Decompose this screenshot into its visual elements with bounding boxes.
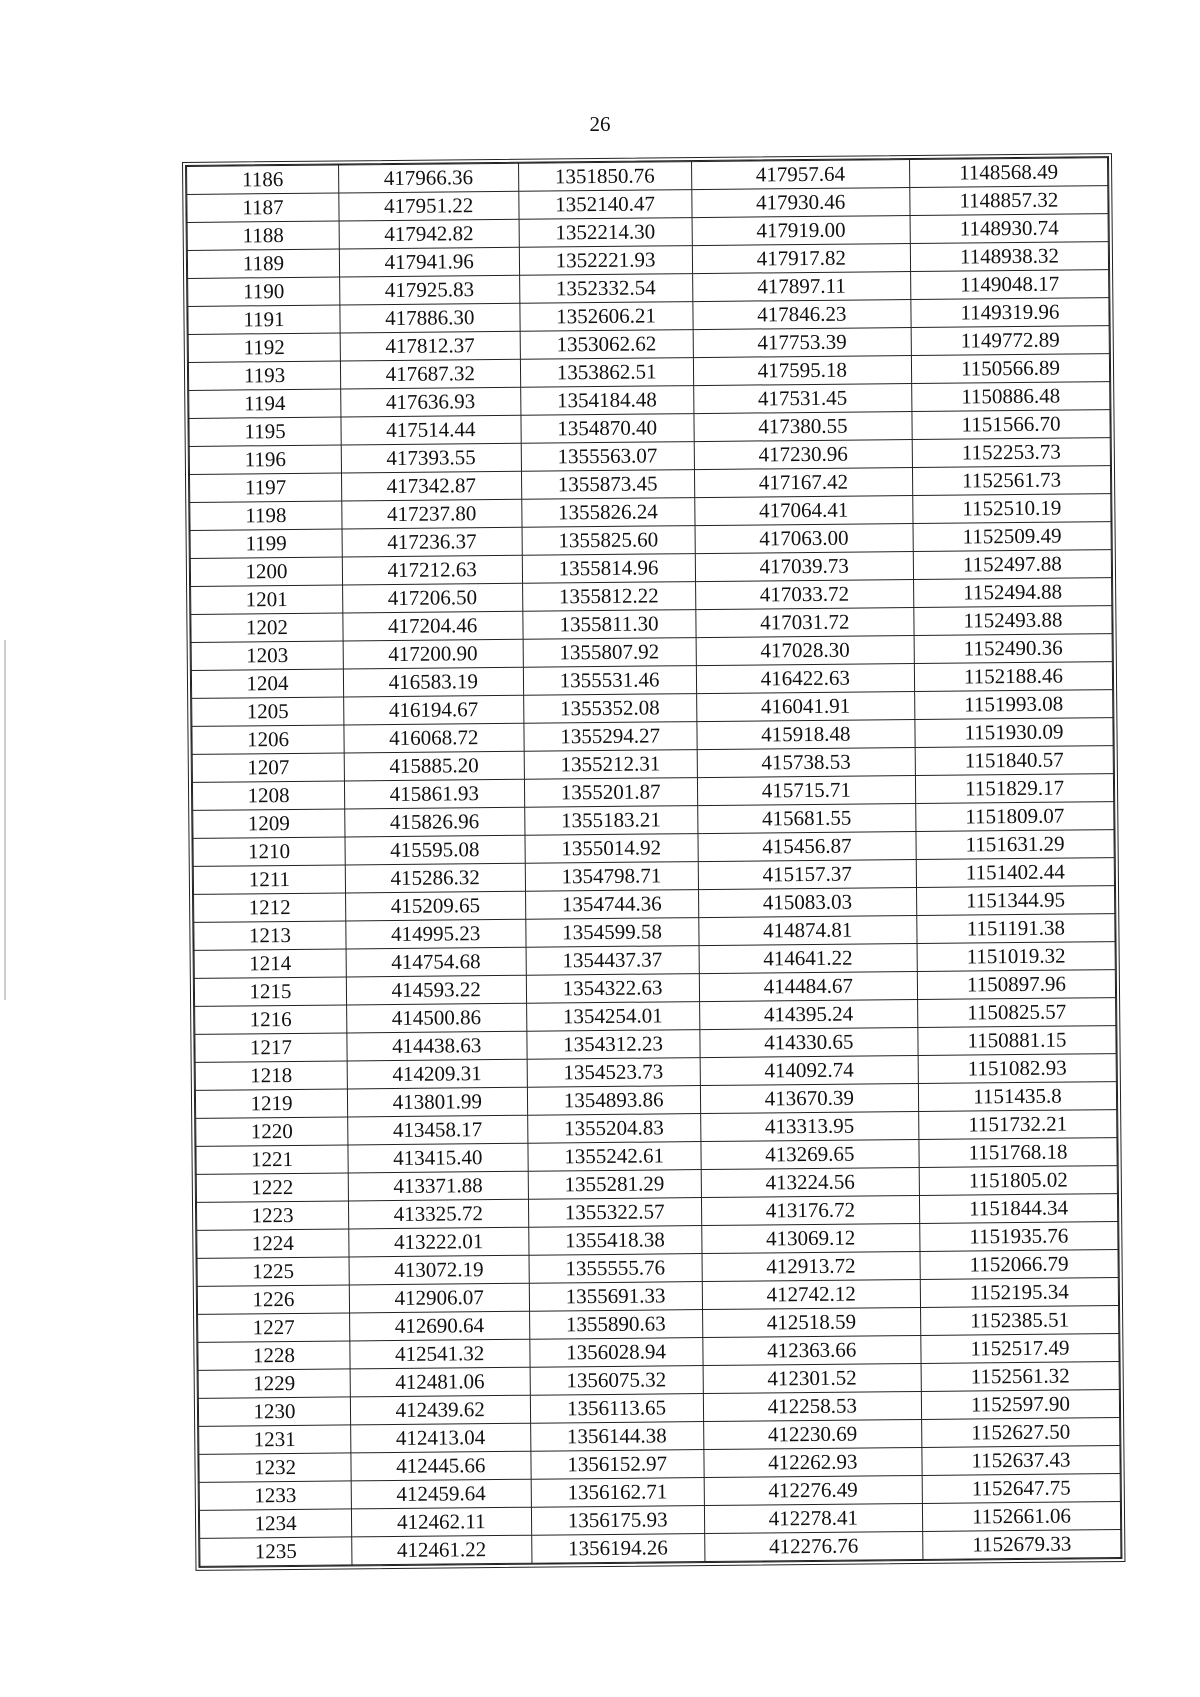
point-number-cell: 1225 <box>197 1257 349 1286</box>
x2-coordinate-cell: 414874.81 <box>698 915 917 945</box>
point-number-cell: 1224 <box>197 1229 349 1258</box>
y-coordinate-cell: 1356144.38 <box>530 1422 703 1452</box>
point-number-cell: 1195 <box>189 417 341 446</box>
y-coordinate-cell: 1355322.57 <box>528 1198 701 1228</box>
x-coordinate-cell: 417342.87 <box>341 471 521 501</box>
y-coordinate-cell: 1355204.83 <box>527 1114 700 1144</box>
y2-coordinate-cell: 1151768.18 <box>919 1138 1117 1168</box>
y-coordinate-cell: 1355418.38 <box>528 1226 701 1256</box>
y2-coordinate-cell: 1149319.96 <box>911 298 1109 328</box>
coordinate-table-body <box>187 158 1121 1567</box>
x-coordinate-cell: 417886.30 <box>340 303 520 333</box>
y2-coordinate-cell: 1152637.43 <box>922 1446 1120 1476</box>
x-coordinate-cell: 417236.37 <box>342 527 522 557</box>
point-number-cell: 1210 <box>193 837 345 866</box>
x-coordinate-cell: 413072.19 <box>349 1255 529 1285</box>
x-coordinate-cell: 414438.63 <box>347 1031 527 1061</box>
y2-coordinate-cell: 1152066.79 <box>920 1250 1118 1280</box>
x-coordinate-cell: 414209.31 <box>347 1059 527 1089</box>
x2-coordinate-cell: 416422.63 <box>696 663 915 693</box>
y2-coordinate-cell: 1151840.57 <box>915 746 1113 776</box>
x2-coordinate-cell: 417033.72 <box>695 579 914 609</box>
x2-coordinate-cell: 415157.37 <box>698 859 917 889</box>
x2-coordinate-cell: 415918.48 <box>697 719 916 749</box>
x-coordinate-cell: 415861.93 <box>344 779 524 809</box>
y-coordinate-cell: 1354254.01 <box>526 1002 699 1032</box>
x-coordinate-cell: 416583.19 <box>343 667 523 697</box>
x-coordinate-cell: 412445.66 <box>351 1451 531 1481</box>
scan-margin-artifact <box>4 640 6 1000</box>
y2-coordinate-cell: 1151993.08 <box>915 690 1113 720</box>
x-coordinate-cell: 417636.93 <box>341 387 521 417</box>
y2-coordinate-cell: 1152494.88 <box>913 578 1111 608</box>
x2-coordinate-cell: 417919.00 <box>692 216 911 246</box>
x-coordinate-cell: 412459.64 <box>351 1479 531 1509</box>
x2-coordinate-cell: 417897.11 <box>692 272 911 302</box>
point-number-cell: 1223 <box>196 1201 348 1230</box>
y2-coordinate-cell: 1152253.73 <box>912 438 1110 468</box>
x-coordinate-cell: 415826.96 <box>345 807 525 837</box>
y2-coordinate-cell: 1150566.89 <box>911 354 1109 384</box>
x2-coordinate-cell: 417846.23 <box>693 300 912 330</box>
point-number-cell: 1230 <box>198 1397 350 1426</box>
y-coordinate-cell: 1355890.63 <box>529 1310 702 1340</box>
y2-coordinate-cell: 1151930.09 <box>915 718 1113 748</box>
point-number-cell: 1216 <box>195 1005 347 1034</box>
y-coordinate-cell: 1356162.71 <box>531 1478 704 1508</box>
x-coordinate-cell: 413415.40 <box>348 1143 528 1173</box>
x2-coordinate-cell: 417930.46 <box>691 188 910 218</box>
point-number-cell: 1233 <box>199 1481 351 1510</box>
coordinate-table <box>186 157 1121 1567</box>
y2-coordinate-cell: 1151344.95 <box>916 886 1114 916</box>
point-number-cell: 1207 <box>192 753 344 782</box>
y2-coordinate-cell: 1151082.93 <box>918 1054 1116 1084</box>
point-number-cell: 1189 <box>187 249 339 278</box>
y-coordinate-cell: 1356075.32 <box>530 1366 703 1396</box>
y-coordinate-cell: 1355183.21 <box>524 806 697 836</box>
point-number-cell: 1187 <box>187 193 339 222</box>
y-coordinate-cell: 1355691.33 <box>529 1282 702 1312</box>
point-number-cell: 1200 <box>190 557 342 586</box>
x2-coordinate-cell: 412913.72 <box>702 1251 921 1281</box>
x-coordinate-cell: 414500.86 <box>347 1003 527 1033</box>
point-number-cell: 1199 <box>190 529 342 558</box>
y2-coordinate-cell: 1152385.51 <box>920 1306 1118 1336</box>
point-number-cell: 1229 <box>198 1369 350 1398</box>
x-coordinate-cell: 417966.36 <box>338 163 518 193</box>
x-coordinate-cell: 417925.83 <box>340 275 520 305</box>
x2-coordinate-cell: 416041.91 <box>696 691 915 721</box>
x-coordinate-cell: 415209.65 <box>345 891 525 921</box>
x-coordinate-cell: 413801.99 <box>347 1087 527 1117</box>
x2-coordinate-cell: 417531.45 <box>693 384 912 414</box>
point-number-cell: 1198 <box>190 501 342 530</box>
x2-coordinate-cell: 412230.69 <box>703 1419 922 1449</box>
y-coordinate-cell: 1355555.76 <box>529 1254 702 1284</box>
y-coordinate-cell: 1355807.92 <box>523 638 696 668</box>
y-coordinate-cell: 1355825.60 <box>522 526 695 556</box>
x2-coordinate-cell: 412301.52 <box>703 1363 922 1393</box>
x-coordinate-cell: 412461.22 <box>352 1535 532 1565</box>
x-coordinate-cell: 412481.06 <box>350 1367 530 1397</box>
y2-coordinate-cell: 1152493.88 <box>914 606 1112 636</box>
x2-coordinate-cell: 417595.18 <box>693 356 912 386</box>
point-number-cell: 1197 <box>189 473 341 502</box>
y-coordinate-cell: 1355563.07 <box>521 442 694 472</box>
x-coordinate-cell: 414593.22 <box>346 975 526 1005</box>
x2-coordinate-cell: 412518.59 <box>702 1307 921 1337</box>
x2-coordinate-cell: 417917.82 <box>692 244 911 274</box>
y-coordinate-cell: 1356028.94 <box>529 1338 702 1368</box>
y-coordinate-cell: 1355352.08 <box>523 694 696 724</box>
y2-coordinate-cell: 1151402.44 <box>916 858 1114 888</box>
point-number-cell: 1212 <box>194 893 346 922</box>
y2-coordinate-cell: 1152561.73 <box>912 466 1110 496</box>
x-coordinate-cell: 415286.32 <box>345 863 525 893</box>
x2-coordinate-cell: 417064.41 <box>694 496 913 526</box>
x-coordinate-cell: 417942.82 <box>339 219 519 249</box>
y2-coordinate-cell: 1152647.75 <box>922 1474 1120 1504</box>
x-coordinate-cell: 417514.44 <box>341 415 521 445</box>
y-coordinate-cell: 1354184.48 <box>520 386 693 416</box>
x-coordinate-cell: 417204.46 <box>343 611 523 641</box>
x-coordinate-cell: 415595.08 <box>345 835 525 865</box>
y-coordinate-cell: 1354312.23 <box>526 1030 699 1060</box>
y-coordinate-cell: 1354523.73 <box>527 1058 700 1088</box>
x-coordinate-cell: 412906.07 <box>349 1283 529 1313</box>
y-coordinate-cell: 1352221.93 <box>519 246 692 276</box>
x2-coordinate-cell: 415083.03 <box>698 887 917 917</box>
point-number-cell: 1194 <box>189 389 341 418</box>
x2-coordinate-cell: 417063.00 <box>695 524 914 554</box>
x-coordinate-cell: 416194.67 <box>344 695 524 725</box>
x2-coordinate-cell: 414484.67 <box>699 971 918 1001</box>
point-number-cell: 1235 <box>200 1537 352 1566</box>
y-coordinate-cell: 1355014.92 <box>525 834 698 864</box>
point-number-cell: 1213 <box>194 921 346 950</box>
x2-coordinate-cell: 414641.22 <box>699 943 918 973</box>
point-number-cell: 1188 <box>187 221 339 250</box>
y2-coordinate-cell: 1152661.06 <box>922 1502 1120 1532</box>
y2-coordinate-cell: 1148568.49 <box>909 158 1107 188</box>
x2-coordinate-cell: 412276.76 <box>704 1531 923 1561</box>
x2-coordinate-cell: 417031.72 <box>696 607 915 637</box>
x2-coordinate-cell: 412278.41 <box>704 1503 923 1533</box>
y2-coordinate-cell: 1151732.21 <box>919 1110 1117 1140</box>
x-coordinate-cell: 413325.72 <box>348 1199 528 1229</box>
point-number-cell: 1227 <box>198 1313 350 1342</box>
y2-coordinate-cell: 1151805.02 <box>919 1166 1117 1196</box>
y-coordinate-cell: 1352606.21 <box>519 302 692 332</box>
point-number-cell: 1208 <box>192 781 344 810</box>
x2-coordinate-cell: 417957.64 <box>691 160 910 190</box>
point-number-cell: 1217 <box>195 1033 347 1062</box>
x-coordinate-cell: 417687.32 <box>340 359 520 389</box>
y-coordinate-cell: 1352214.30 <box>519 218 692 248</box>
point-number-cell: 1219 <box>195 1089 347 1118</box>
x2-coordinate-cell: 412363.66 <box>702 1335 921 1365</box>
y2-coordinate-cell: 1151935.76 <box>920 1222 1118 1252</box>
y2-coordinate-cell: 1152188.46 <box>914 662 1112 692</box>
y2-coordinate-cell: 1151191.38 <box>917 914 1115 944</box>
x-coordinate-cell: 414754.68 <box>346 947 526 977</box>
point-number-cell: 1218 <box>195 1061 347 1090</box>
x-coordinate-cell: 417951.22 <box>339 191 519 221</box>
x-coordinate-cell: 412413.04 <box>351 1423 531 1453</box>
x2-coordinate-cell: 417380.55 <box>694 412 913 442</box>
y-coordinate-cell: 1352140.47 <box>518 190 691 220</box>
x-coordinate-cell: 412690.64 <box>350 1311 530 1341</box>
x2-coordinate-cell: 414092.74 <box>700 1055 919 1085</box>
point-number-cell: 1221 <box>196 1145 348 1174</box>
point-number-cell: 1206 <box>192 725 344 754</box>
point-number-cell: 1191 <box>188 305 340 334</box>
y-coordinate-cell: 1354744.36 <box>525 890 698 920</box>
point-number-cell: 1231 <box>199 1425 351 1454</box>
point-number-cell: 1205 <box>192 697 344 726</box>
y-coordinate-cell: 1354322.63 <box>526 974 699 1004</box>
x2-coordinate-cell: 415681.55 <box>697 803 916 833</box>
y-coordinate-cell: 1353862.51 <box>520 358 693 388</box>
y2-coordinate-cell: 1152561.32 <box>921 1362 1119 1392</box>
y2-coordinate-cell: 1152597.90 <box>921 1390 1119 1420</box>
point-number-cell: 1186 <box>187 165 339 194</box>
point-number-cell: 1211 <box>193 865 345 894</box>
y-coordinate-cell: 1352332.54 <box>519 274 692 304</box>
coordinate-table-frame <box>182 153 1125 1571</box>
y2-coordinate-cell: 1148930.74 <box>910 214 1108 244</box>
y2-coordinate-cell: 1151844.34 <box>919 1194 1117 1224</box>
x-coordinate-cell: 417200.90 <box>343 639 523 669</box>
y-coordinate-cell: 1351850.76 <box>518 162 691 192</box>
point-number-cell: 1220 <box>196 1117 348 1146</box>
y2-coordinate-cell: 1148938.32 <box>910 242 1108 272</box>
y-coordinate-cell: 1355212.31 <box>524 750 697 780</box>
x-coordinate-cell: 417206.50 <box>343 583 523 613</box>
y2-coordinate-cell: 1151566.70 <box>912 410 1110 440</box>
y2-coordinate-cell: 1151809.07 <box>916 802 1114 832</box>
y-coordinate-cell: 1355873.45 <box>521 470 694 500</box>
y-coordinate-cell: 1355201.87 <box>524 778 697 808</box>
point-number-cell: 1209 <box>193 809 345 838</box>
y2-coordinate-cell: 1152510.19 <box>913 494 1111 524</box>
y-coordinate-cell: 1356113.65 <box>530 1394 703 1424</box>
point-number-cell: 1232 <box>199 1453 351 1482</box>
point-number-cell: 1222 <box>196 1173 348 1202</box>
y-coordinate-cell: 1356175.93 <box>531 1506 704 1536</box>
point-number-cell: 1190 <box>188 277 340 306</box>
y2-coordinate-cell: 1151631.29 <box>916 830 1114 860</box>
y2-coordinate-cell: 1152195.34 <box>920 1278 1118 1308</box>
y-coordinate-cell: 1355812.22 <box>522 582 695 612</box>
point-number-cell: 1226 <box>197 1285 349 1314</box>
y2-coordinate-cell: 1149048.17 <box>911 270 1109 300</box>
y2-coordinate-cell: 1152509.49 <box>913 522 1111 552</box>
x-coordinate-cell: 412462.11 <box>351 1507 531 1537</box>
y2-coordinate-cell: 1148857.32 <box>910 186 1108 216</box>
x2-coordinate-cell: 413670.39 <box>700 1083 919 1113</box>
y-coordinate-cell: 1354798.71 <box>525 862 698 892</box>
y2-coordinate-cell: 1152627.50 <box>922 1418 1120 1448</box>
y2-coordinate-cell: 1149772.89 <box>911 326 1109 356</box>
y2-coordinate-cell: 1151435.8 <box>918 1082 1116 1112</box>
x2-coordinate-cell: 415456.87 <box>698 831 917 861</box>
x-coordinate-cell: 413371.88 <box>348 1171 528 1201</box>
x2-coordinate-cell: 412276.49 <box>704 1475 923 1505</box>
point-number-cell: 1196 <box>189 445 341 474</box>
y-coordinate-cell: 1355531.46 <box>523 666 696 696</box>
y2-coordinate-cell: 1151829.17 <box>915 774 1113 804</box>
y2-coordinate-cell: 1152679.33 <box>923 1530 1121 1560</box>
x2-coordinate-cell: 412262.93 <box>704 1447 923 1477</box>
x-coordinate-cell: 413222.01 <box>349 1227 529 1257</box>
point-number-cell: 1204 <box>191 669 343 698</box>
y-coordinate-cell: 1355811.30 <box>522 610 695 640</box>
y2-coordinate-cell: 1152490.36 <box>914 634 1112 664</box>
x-coordinate-cell: 417237.80 <box>342 499 522 529</box>
x-coordinate-cell: 415885.20 <box>344 751 524 781</box>
point-number-cell: 1201 <box>191 585 343 614</box>
x2-coordinate-cell: 414395.24 <box>699 999 918 1029</box>
x-coordinate-cell: 417393.55 <box>341 443 521 473</box>
x2-coordinate-cell: 413176.72 <box>701 1195 920 1225</box>
x2-coordinate-cell: 413313.95 <box>700 1111 919 1141</box>
y2-coordinate-cell: 1150825.57 <box>918 998 1116 1028</box>
x2-coordinate-cell: 415715.71 <box>697 775 916 805</box>
point-number-cell: 1192 <box>188 333 340 362</box>
point-number-cell: 1234 <box>199 1509 351 1538</box>
x2-coordinate-cell: 417753.39 <box>693 328 912 358</box>
y-coordinate-cell: 1356194.26 <box>531 1534 704 1564</box>
x2-coordinate-cell: 413069.12 <box>701 1223 920 1253</box>
x-coordinate-cell: 417212.63 <box>342 555 522 585</box>
point-number-cell: 1228 <box>198 1341 350 1370</box>
y-coordinate-cell: 1355242.61 <box>527 1142 700 1172</box>
y2-coordinate-cell: 1152517.49 <box>921 1334 1119 1364</box>
y-coordinate-cell: 1354599.58 <box>525 918 698 948</box>
y-coordinate-cell: 1354437.37 <box>526 946 699 976</box>
x2-coordinate-cell: 412258.53 <box>703 1391 922 1421</box>
point-number-cell: 1215 <box>194 977 346 1006</box>
point-number-cell: 1202 <box>191 613 343 642</box>
y2-coordinate-cell: 1150897.96 <box>917 970 1115 1000</box>
point-number-cell: 1203 <box>191 641 343 670</box>
x-coordinate-cell: 412541.32 <box>350 1339 530 1369</box>
y-coordinate-cell: 1356152.97 <box>530 1450 703 1480</box>
point-number-cell: 1193 <box>188 361 340 390</box>
page-number: 26 <box>589 112 611 136</box>
y-coordinate-cell: 1355294.27 <box>523 722 696 752</box>
x-coordinate-cell: 412439.62 <box>350 1395 530 1425</box>
x-coordinate-cell: 416068.72 <box>344 723 524 753</box>
point-number-cell: 1214 <box>194 949 346 978</box>
y2-coordinate-cell: 1151019.32 <box>917 942 1115 972</box>
x2-coordinate-cell: 413224.56 <box>701 1167 920 1197</box>
x2-coordinate-cell: 417167.42 <box>694 468 913 498</box>
x-coordinate-cell: 413458.17 <box>348 1115 528 1145</box>
y2-coordinate-cell: 1150881.15 <box>918 1026 1116 1056</box>
y-coordinate-cell: 1354893.86 <box>527 1086 700 1116</box>
y-coordinate-cell: 1354870.40 <box>520 414 693 444</box>
y-coordinate-cell: 1355281.29 <box>528 1170 701 1200</box>
x-coordinate-cell: 417941.96 <box>339 247 519 277</box>
x2-coordinate-cell: 417230.96 <box>694 440 913 470</box>
x-coordinate-cell: 417812.37 <box>340 331 520 361</box>
x2-coordinate-cell: 413269.65 <box>701 1139 920 1169</box>
y2-coordinate-cell: 1150886.48 <box>912 382 1110 412</box>
x2-coordinate-cell: 412742.12 <box>702 1279 921 1309</box>
x2-coordinate-cell: 417028.30 <box>696 635 915 665</box>
x2-coordinate-cell: 414330.65 <box>700 1027 919 1057</box>
x2-coordinate-cell: 417039.73 <box>695 551 914 581</box>
y-coordinate-cell: 1355814.96 <box>522 554 695 584</box>
y-coordinate-cell: 1353062.62 <box>520 330 693 360</box>
x-coordinate-cell: 414995.23 <box>346 919 526 949</box>
y2-coordinate-cell: 1152497.88 <box>913 550 1111 580</box>
y-coordinate-cell: 1355826.24 <box>521 498 694 528</box>
x2-coordinate-cell: 415738.53 <box>697 747 916 777</box>
